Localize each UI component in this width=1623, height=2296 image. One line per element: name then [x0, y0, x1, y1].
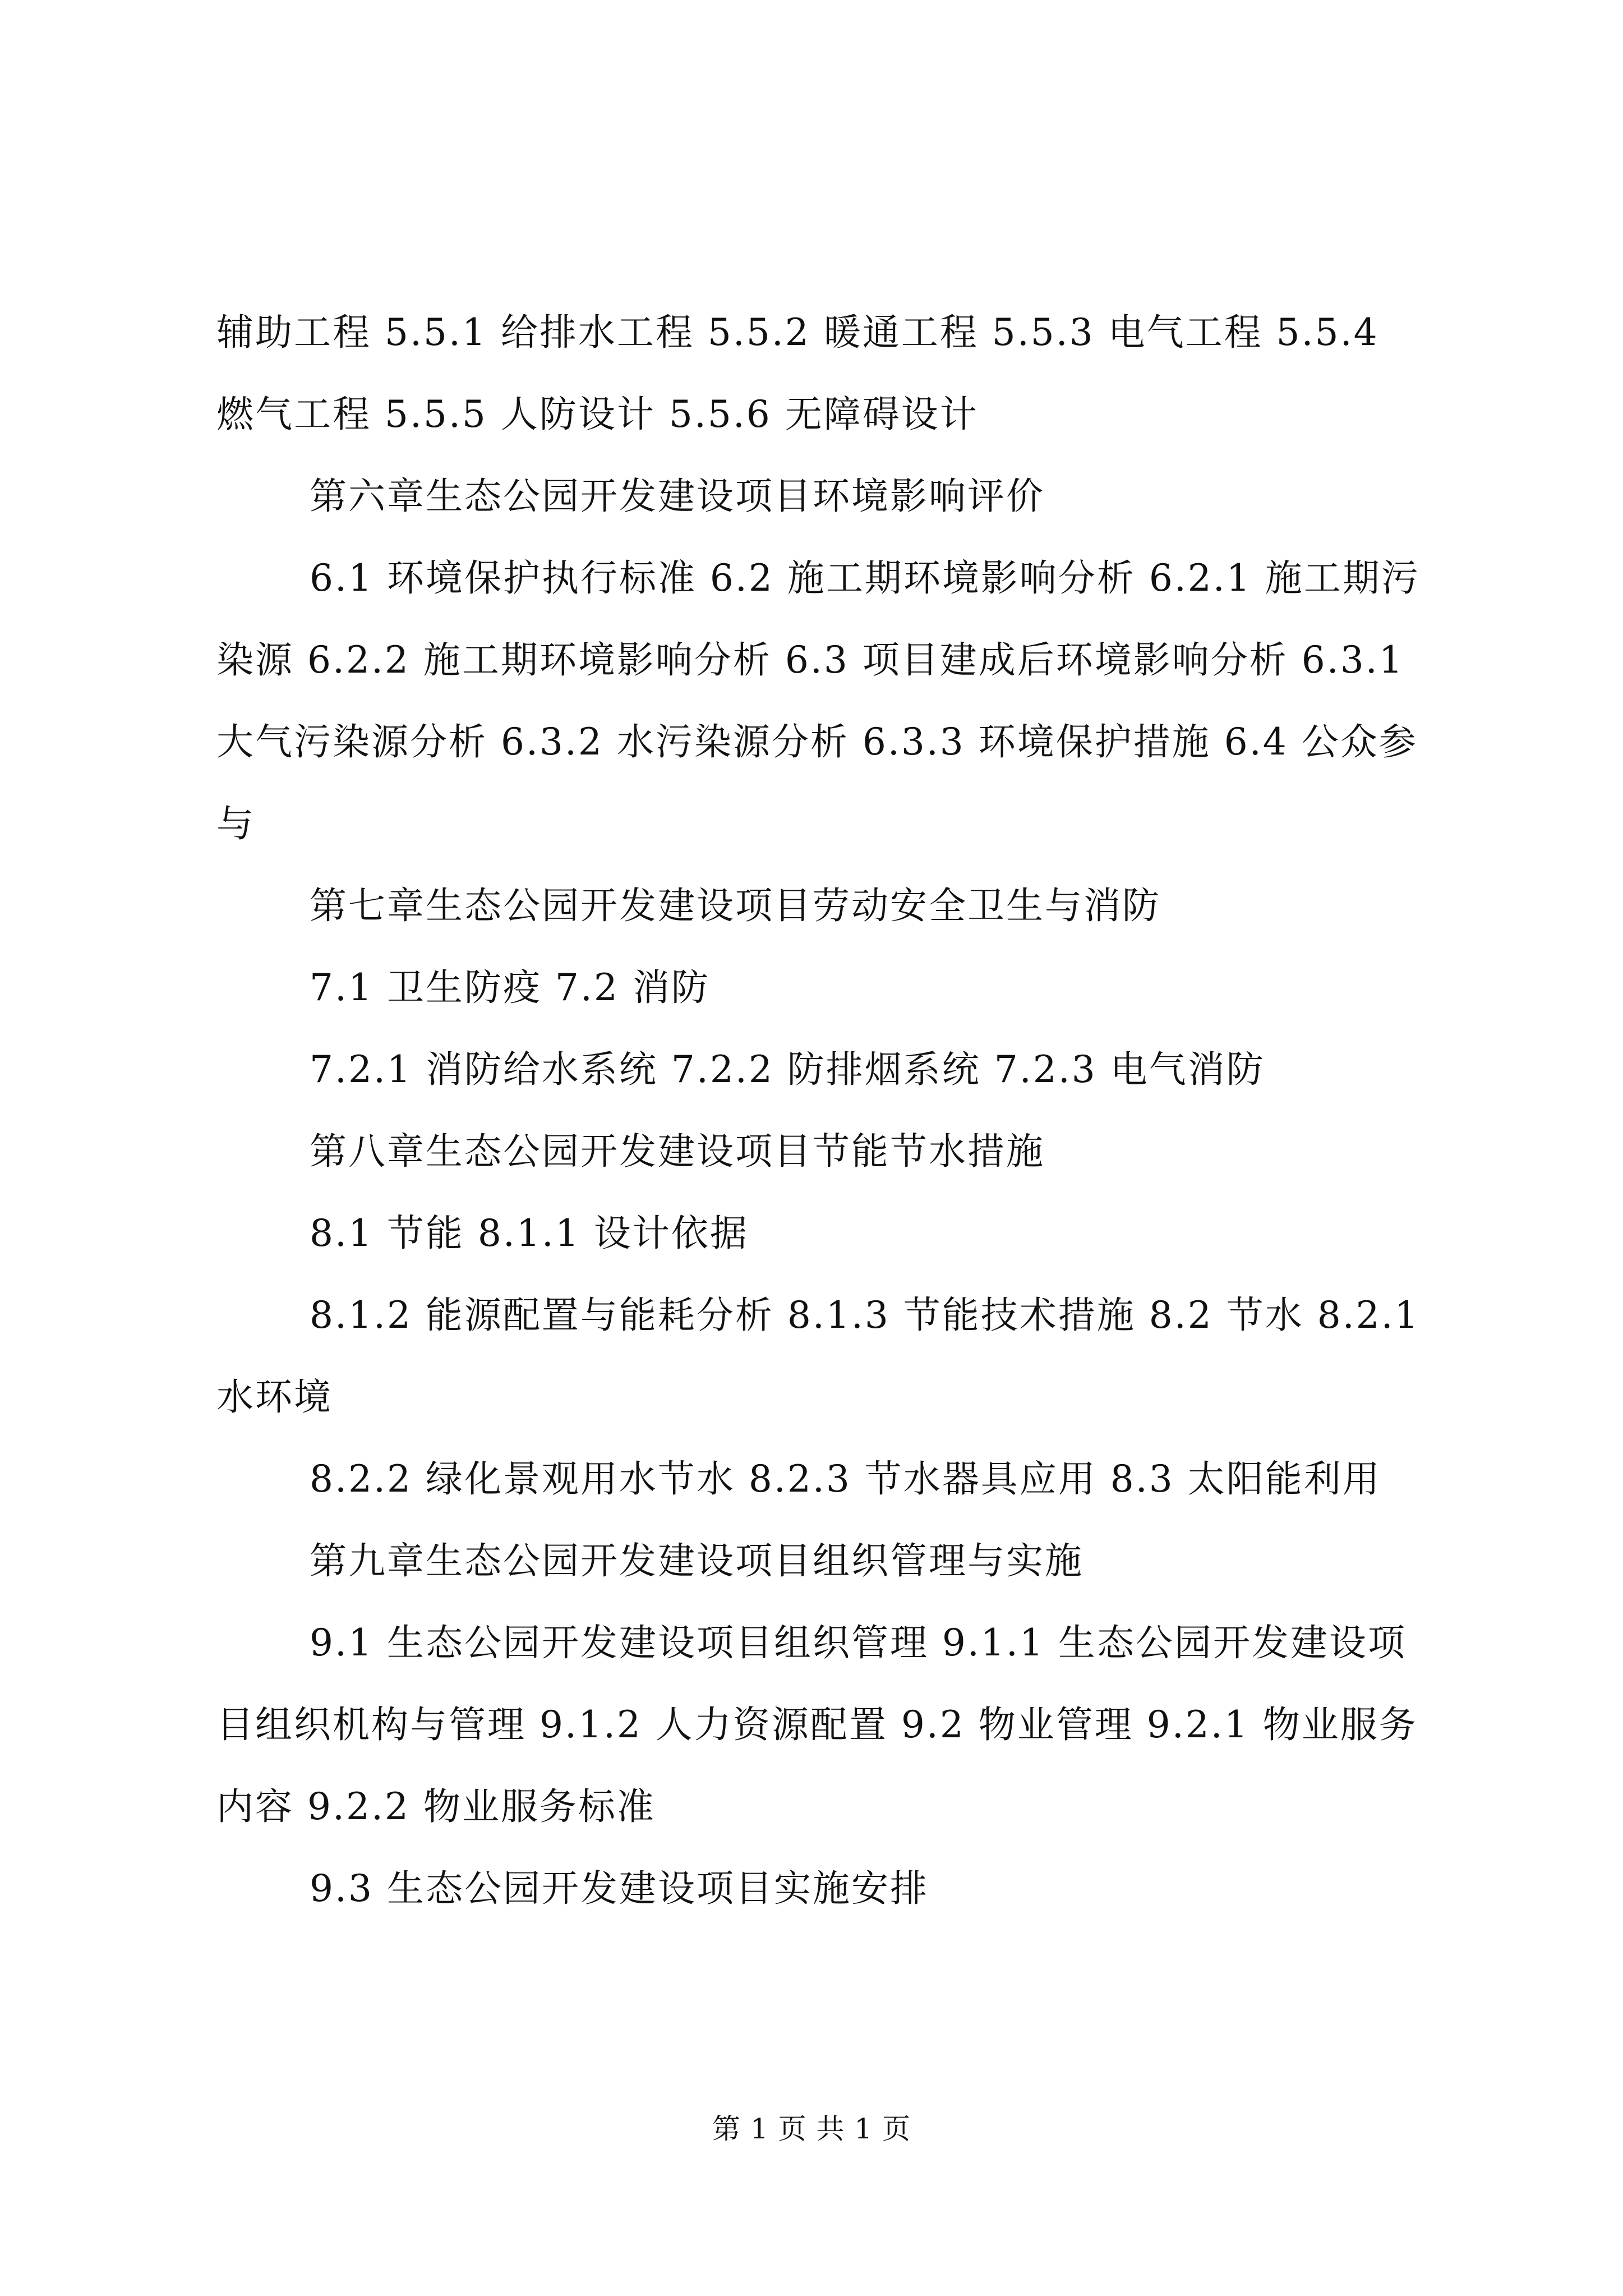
- paragraph-7-1: 7.1 卫生防疫 7.2 消防: [310, 966, 710, 1009]
- heading-chapter-7: 第七章生态公园开发建设项目劳动安全卫生与消防: [310, 884, 1161, 927]
- heading-chapter-8: 第八章生态公园开发建设项目节能节水措施: [310, 1130, 1045, 1173]
- paragraph-8-2-2: 8.2.2 绿化景观用水节水 8.2.3 节水器具应用 8.3 太阳能利用: [310, 1457, 1381, 1501]
- paragraph-9-1: 9.1 生态公园开发建设项目组织管理 9.1.1 生态公园开发建设项目组织机构与管理 9.1.2 人力资源配置 9.2 物业管理 9.2.1 物业服务内容 9.2.2 物业服务标准: [216, 1621, 1418, 1828]
- paragraph-9-3: 9.3 生态公园开发建设项目实施安排: [310, 1867, 929, 1910]
- page-footer: 第 1 页 共 1 页: [712, 2113, 911, 2145]
- paragraph-chapter-6-sections: 6.1 环境保护执行标准 6.2 施工期环境影响分析 6.2.1 施工期污染源 6.2.2 施工期环境影响分析 6.3 项目建成后环境影响分析 6.3.1 大气污染源分析 6.3.2 水污染源分析 6.3.3 环境保护措施 6.4 公众参与: [216, 556, 1420, 845]
- document-body: [216, 292, 1422, 1930]
- heading-chapter-9: 第九章生态公园开发建设项目组织管理与实施: [310, 1539, 1083, 1582]
- heading-chapter-6: 第六章生态公园开发建设项目环境影响评价: [310, 475, 1045, 518]
- paragraph-7-2: 7.2.1 消防给水系统 7.2.2 防排烟系统 7.2.3 电气消防: [310, 1048, 1265, 1091]
- paragraph-8-1: 8.1 节能 8.1.1 设计依据: [310, 1212, 749, 1255]
- paragraph-auxiliary-engineering: 辅助工程 5.5.1 给排水工程 5.5.2 暖通工程 5.5.3 电气工程 5.5.4 燃气工程 5.5.5 人防设计 5.5.6 无障碍设计: [216, 311, 1379, 436]
- paragraph-8-1-2: 8.1.2 能源配置与能耗分析 8.1.3 节能技术措施 8.2 节水 8.2.1 水环境: [216, 1294, 1420, 1419]
